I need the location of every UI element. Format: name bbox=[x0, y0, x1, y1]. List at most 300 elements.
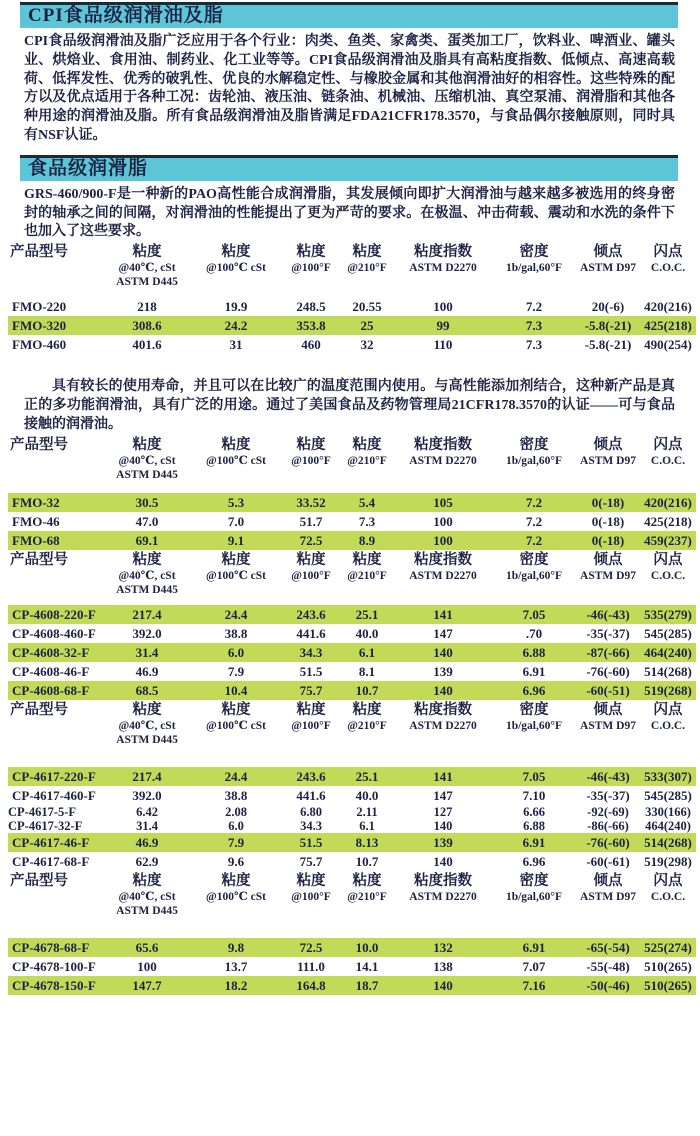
value-cell: 5.4 bbox=[358, 494, 376, 510]
value-cell: 40.0 bbox=[355, 625, 379, 641]
value-cell: 6.91 bbox=[522, 663, 546, 679]
value-cell: 464(240) bbox=[645, 818, 691, 833]
header-line: 产品型号 bbox=[10, 436, 68, 453]
value-cell: 441.6 bbox=[296, 787, 326, 803]
table-row bbox=[8, 819, 696, 833]
product-model-cell: CP-4608-460-F bbox=[12, 625, 96, 641]
header-line: ASTM D445 bbox=[116, 733, 178, 746]
value-cell: -46(-43) bbox=[586, 768, 630, 784]
spec-table-fmo-light bbox=[8, 435, 696, 550]
column-header bbox=[104, 550, 190, 597]
header-line: 粘度 bbox=[296, 436, 326, 453]
column-header bbox=[492, 435, 576, 482]
value-cell: 65.6 bbox=[135, 939, 159, 955]
value-cell: 6.0 bbox=[228, 818, 244, 833]
header-line: 密度 bbox=[519, 244, 549, 261]
value-cell: 99 bbox=[436, 318, 450, 334]
header-line: ASTM D2270 bbox=[409, 890, 477, 903]
product-model-cell: FMO-32 bbox=[12, 494, 60, 510]
header-line: 1b/gal,60°F bbox=[505, 719, 563, 732]
product-model-cell: FMO-46 bbox=[12, 513, 60, 529]
value-cell: 425(218) bbox=[644, 513, 692, 529]
value-cell: 7.2 bbox=[525, 513, 543, 529]
table-row bbox=[8, 316, 696, 335]
value-cell: 7.3 bbox=[525, 337, 543, 353]
value-cell: 8.1 bbox=[358, 663, 376, 679]
header-line: ASTM D445 bbox=[116, 583, 178, 596]
value-cell: 2.11 bbox=[356, 804, 378, 819]
value-cell: 75.7 bbox=[299, 853, 323, 869]
header-line: 粘度 bbox=[352, 551, 382, 568]
value-cell: 420(216) bbox=[644, 494, 692, 510]
value-cell: -60(-61) bbox=[586, 853, 630, 869]
column-header bbox=[190, 700, 282, 747]
column-header bbox=[576, 242, 640, 289]
value-cell: 217.4 bbox=[132, 606, 162, 622]
header-line: @210°F bbox=[347, 454, 387, 467]
value-cell: 31.4 bbox=[136, 818, 158, 833]
value-cell: 9.1 bbox=[227, 532, 245, 548]
value-cell: 34.3 bbox=[300, 818, 322, 833]
header-line: 闪点 bbox=[653, 701, 683, 718]
value-cell: 72.5 bbox=[299, 532, 323, 548]
product-model-cell: FMO-320 bbox=[12, 318, 67, 334]
value-cell: -87(-66) bbox=[586, 644, 630, 660]
column-header bbox=[576, 435, 640, 482]
value-cell: 13.7 bbox=[224, 958, 248, 974]
header-line: ASTM D97 bbox=[580, 569, 636, 582]
spec-table-cp4678 bbox=[8, 871, 696, 995]
product-model-cell: CP-4678-100-F bbox=[12, 958, 96, 974]
column-header bbox=[104, 700, 190, 747]
value-cell: 24.4 bbox=[224, 606, 248, 622]
column-header bbox=[282, 435, 340, 482]
value-cell: 7.2 bbox=[525, 299, 543, 315]
product-model-cell: FMO-460 bbox=[12, 337, 67, 353]
value-cell: 535(279) bbox=[644, 606, 692, 622]
value-cell: -5.8(-21) bbox=[584, 318, 632, 334]
value-cell: 6.96 bbox=[522, 682, 546, 698]
header-line: @100℃ cSt bbox=[206, 454, 266, 467]
column-header bbox=[394, 871, 492, 918]
product-model-cell: CP-4617-46-F bbox=[12, 834, 90, 850]
header-line: 粘度 bbox=[296, 551, 326, 568]
column-header bbox=[640, 550, 696, 597]
table-row bbox=[8, 681, 696, 700]
product-model-cell: FMO-220 bbox=[12, 299, 67, 315]
value-cell: 100 bbox=[137, 958, 157, 974]
column-header bbox=[492, 700, 576, 747]
value-cell: 514(268) bbox=[644, 834, 692, 850]
product-model-cell: CP-4617-5-F bbox=[8, 804, 77, 819]
column-header bbox=[394, 550, 492, 597]
value-cell: 2.08 bbox=[225, 804, 247, 819]
value-cell: 7.2 bbox=[525, 494, 543, 510]
header-line: 闪点 bbox=[653, 244, 683, 261]
value-cell: 10.7 bbox=[355, 853, 379, 869]
table-row bbox=[8, 767, 696, 786]
product-column-header bbox=[8, 435, 104, 482]
value-cell: 519(298) bbox=[644, 853, 692, 869]
value-cell: 7.10 bbox=[522, 787, 546, 803]
spec-table-cp4617 bbox=[8, 700, 696, 871]
value-cell: 25 bbox=[360, 318, 374, 334]
header-line: C.O.C. bbox=[650, 719, 686, 732]
value-cell: 18.7 bbox=[355, 977, 379, 993]
header-line: @100°F bbox=[291, 262, 331, 275]
value-cell: 68.5 bbox=[135, 682, 159, 698]
header-line: 产品型号 bbox=[10, 551, 68, 568]
header-line: 粘度指数 bbox=[414, 872, 472, 889]
column-header bbox=[576, 871, 640, 918]
value-cell: 10.4 bbox=[224, 682, 248, 698]
header-line: @210°F bbox=[347, 719, 387, 732]
header-line: 粘度 bbox=[132, 701, 162, 718]
product-model-cell: CP-4678-68-F bbox=[12, 939, 90, 955]
header-line: ASTM D445 bbox=[116, 468, 178, 481]
header-line: 粘度 bbox=[296, 872, 326, 889]
header-line: 密度 bbox=[519, 436, 549, 453]
header-line: @210°F bbox=[347, 262, 387, 275]
value-cell: 10.7 bbox=[355, 682, 379, 698]
column-header bbox=[394, 700, 492, 747]
value-cell: 75.7 bbox=[299, 682, 323, 698]
value-cell: 441.6 bbox=[296, 625, 326, 641]
product-model-cell: CP-4608-32-F bbox=[12, 644, 90, 660]
oil-paragraph: 具有较长的使用寿命，并且可以在比较广的温度范围内使用。与高性能添加剂结合，这种新产品是真正的多功能润滑油，具有广泛的用途。通过了美国食品及药物管理局21CFR178.3570的认证——可与食品接触的润滑油。 bbox=[24, 379, 675, 432]
value-cell: 545(285) bbox=[644, 787, 692, 803]
value-cell: 139 bbox=[433, 663, 453, 679]
header-line: 倾点 bbox=[593, 244, 623, 261]
table-row bbox=[8, 605, 696, 624]
intro-paragraph: CPI食品级润滑油及脂广泛应用于各个行业：肉类、鱼类、家禽类、蛋类加工厂，饮料业、啤酒业、罐头业、烘焙业、食用油、制药业、化工业等等。CPI食品级润滑油及脂具有高粘度指数、低倾点、高速高载荷、低挥发性、优秀的破乳性、优良的水解稳定性、与橡胶金属和其他润滑油好的相容性。这些特殊的配方以及优点适用于各种工况：齿轮油、液压油、链条油、机械油、压缩机油、真空泵浦、润滑脂和其他各种用途的润滑油及脂。所有食品级润滑油及脂皆满足FDA21CFR178.3570，与食品偶尔接触原则，同时具有NSF认证。 bbox=[24, 34, 675, 143]
value-cell: 459(237) bbox=[644, 532, 692, 548]
spec-table-cp4608 bbox=[8, 550, 696, 700]
product-column-header bbox=[8, 700, 104, 747]
value-cell: 25.1 bbox=[355, 768, 379, 784]
value-cell: 6.42 bbox=[136, 804, 158, 819]
header-line: @100°F bbox=[291, 454, 331, 467]
column-header bbox=[640, 871, 696, 918]
column-header bbox=[190, 242, 282, 289]
header-line: @100℃ cSt bbox=[206, 890, 266, 903]
value-cell: 33.52 bbox=[296, 494, 326, 510]
table-row bbox=[8, 643, 696, 662]
value-cell: 8.13 bbox=[355, 834, 379, 850]
value-cell: 20(-6) bbox=[591, 299, 625, 315]
column-header bbox=[190, 550, 282, 597]
value-cell: 132 bbox=[433, 939, 453, 955]
value-cell: 141 bbox=[433, 606, 453, 622]
grease-paragraph: GRS-460/900-F是一种新的PAO高性能合成润滑脂，其发展倾向即扩大润滑油与越来越多被选用的终身密封的轴承之间的间隔，对润滑油的性能提出了更为严苛的要求。在极温、冲击荷载、震动和水洗的条件下也加入了这些要求。 bbox=[24, 186, 675, 240]
header-line: @40℃, cSt bbox=[118, 890, 176, 903]
section-header-grease: 食品级润滑脂 bbox=[20, 155, 678, 181]
header-line: 粘度指数 bbox=[414, 244, 472, 261]
value-cell: 243.6 bbox=[296, 606, 326, 622]
value-cell: 141 bbox=[433, 768, 453, 784]
value-cell: 6.91 bbox=[522, 834, 546, 850]
header-line: 密度 bbox=[519, 701, 549, 718]
value-cell: 30.5 bbox=[135, 494, 159, 510]
header-line: ASTM D445 bbox=[116, 904, 178, 917]
value-cell: 9.8 bbox=[227, 939, 245, 955]
header-line: ASTM D2270 bbox=[409, 569, 477, 582]
value-cell: 140 bbox=[433, 818, 453, 833]
value-cell: 6.66 bbox=[523, 804, 545, 819]
header-line: @100°F bbox=[291, 719, 331, 732]
header-line: C.O.C. bbox=[650, 262, 686, 275]
table-row bbox=[8, 938, 696, 957]
header-line: ASTM D97 bbox=[580, 890, 636, 903]
column-header bbox=[576, 550, 640, 597]
column-header bbox=[640, 435, 696, 482]
value-cell: 6.1 bbox=[359, 818, 375, 833]
value-cell: -76(-60) bbox=[586, 834, 630, 850]
value-cell: 464(240) bbox=[644, 644, 692, 660]
header-line: ASTM D97 bbox=[580, 454, 636, 467]
value-cell: 243.6 bbox=[296, 768, 326, 784]
value-cell: 31.4 bbox=[135, 644, 159, 660]
value-cell: 514(268) bbox=[644, 663, 692, 679]
product-column-header bbox=[8, 550, 104, 597]
column-header bbox=[394, 435, 492, 482]
column-header bbox=[340, 871, 394, 918]
value-cell: 7.16 bbox=[522, 977, 546, 993]
value-cell: 51.5 bbox=[299, 834, 323, 850]
value-cell: 32 bbox=[360, 337, 374, 353]
value-cell: 6.88 bbox=[523, 818, 545, 833]
header-line: 粘度 bbox=[221, 872, 251, 889]
value-cell: 18.2 bbox=[224, 977, 248, 993]
value-cell: -5.8(-21) bbox=[584, 337, 632, 353]
table-row bbox=[8, 852, 696, 871]
value-cell: 164.8 bbox=[296, 977, 326, 993]
value-cell: 218 bbox=[137, 299, 157, 315]
product-model-cell: CP-4608-46-F bbox=[12, 663, 90, 679]
header-line: @100℃ cSt bbox=[206, 719, 266, 732]
header-line: @210°F bbox=[347, 569, 387, 582]
value-cell: 6.91 bbox=[522, 939, 546, 955]
value-cell: 420(216) bbox=[644, 299, 692, 315]
value-cell: 40.0 bbox=[355, 787, 379, 803]
value-cell: 72.5 bbox=[299, 939, 323, 955]
column-header bbox=[340, 435, 394, 482]
header-line: 倾点 bbox=[593, 551, 623, 568]
product-model-cell: CP-4617-460-F bbox=[12, 787, 96, 803]
value-cell: 100 bbox=[433, 299, 453, 315]
value-cell: 7.2 bbox=[525, 532, 543, 548]
value-cell: -50(-46) bbox=[586, 977, 630, 993]
header-line: ASTM D97 bbox=[580, 719, 636, 732]
value-cell: 460 bbox=[301, 337, 321, 353]
column-header bbox=[282, 871, 340, 918]
value-cell: 353.8 bbox=[296, 318, 326, 334]
value-cell: 46.9 bbox=[135, 663, 159, 679]
value-cell: 7.05 bbox=[522, 606, 546, 622]
header-line: 粘度 bbox=[352, 701, 382, 718]
column-header bbox=[190, 871, 282, 918]
value-cell: -35(-37) bbox=[586, 787, 630, 803]
header-line: 粘度指数 bbox=[414, 701, 472, 718]
table-row bbox=[8, 624, 696, 643]
value-cell: 25.1 bbox=[355, 606, 379, 622]
value-cell: 24.4 bbox=[224, 768, 248, 784]
column-header bbox=[104, 242, 190, 289]
table-header-row bbox=[8, 700, 696, 747]
table-header-row bbox=[8, 871, 696, 918]
header-line: 粘度 bbox=[132, 244, 162, 261]
header-line: ASTM D2270 bbox=[409, 262, 477, 275]
header-line: 粘度 bbox=[221, 244, 251, 261]
value-cell: 392.0 bbox=[132, 625, 162, 641]
value-cell: 6.88 bbox=[522, 644, 546, 660]
header-line: ASTM D2270 bbox=[409, 719, 477, 732]
header-line: 倾点 bbox=[593, 701, 623, 718]
header-line: C.O.C. bbox=[650, 569, 686, 582]
table-header-row bbox=[8, 242, 696, 289]
column-header bbox=[340, 242, 394, 289]
value-cell: 7.9 bbox=[227, 834, 245, 850]
header-line: @40℃, cSt bbox=[118, 454, 176, 467]
header-line: 1b/gal,60°F bbox=[505, 569, 563, 582]
table-row bbox=[8, 976, 696, 995]
column-header bbox=[190, 435, 282, 482]
value-cell: 140 bbox=[433, 853, 453, 869]
column-header bbox=[104, 435, 190, 482]
header-line: @210°F bbox=[347, 890, 387, 903]
value-cell: 545(285) bbox=[644, 625, 692, 641]
column-header bbox=[282, 550, 340, 597]
column-header bbox=[394, 242, 492, 289]
header-line: 闪点 bbox=[653, 551, 683, 568]
header-line: 产品型号 bbox=[10, 244, 68, 261]
column-header bbox=[492, 871, 576, 918]
header-line: C.O.C. bbox=[650, 890, 686, 903]
value-cell: 0(-18) bbox=[591, 494, 625, 510]
value-cell: 6.1 bbox=[358, 644, 376, 660]
value-cell: 140 bbox=[433, 682, 453, 698]
header-line: 产品型号 bbox=[10, 872, 68, 889]
value-cell: 7.3 bbox=[525, 318, 543, 334]
table-row bbox=[8, 805, 696, 819]
value-cell: 510(265) bbox=[644, 977, 692, 993]
value-cell: 7.3 bbox=[358, 513, 376, 529]
value-cell: 110 bbox=[433, 337, 453, 353]
header-line: C.O.C. bbox=[650, 454, 686, 467]
header-line: 闪点 bbox=[653, 436, 683, 453]
value-cell: 490(254) bbox=[644, 337, 692, 353]
header-line: 倾点 bbox=[593, 872, 623, 889]
header-line: 闪点 bbox=[653, 872, 683, 889]
header-line: 1b/gal,60°F bbox=[505, 454, 563, 467]
value-cell: -46(-43) bbox=[586, 606, 630, 622]
value-cell: -60(-51) bbox=[586, 682, 630, 698]
table-header-row bbox=[8, 550, 696, 597]
product-model-cell: CP-4617-32-F bbox=[8, 818, 83, 833]
spec-table-fmo-heavy bbox=[8, 242, 696, 354]
value-cell: 519(268) bbox=[644, 682, 692, 698]
value-cell: -76(-60) bbox=[586, 663, 630, 679]
value-cell: 525(274) bbox=[644, 939, 692, 955]
product-model-cell: CP-4617-220-F bbox=[12, 768, 96, 784]
value-cell: 6.0 bbox=[227, 644, 245, 660]
value-cell: 248.5 bbox=[296, 299, 326, 315]
value-cell: 7.07 bbox=[522, 958, 546, 974]
header-line: ASTM D445 bbox=[116, 276, 178, 289]
table-row bbox=[8, 335, 696, 354]
value-cell: 34.3 bbox=[299, 644, 323, 660]
column-header bbox=[340, 700, 394, 747]
value-cell: 51.5 bbox=[299, 663, 323, 679]
header-line: 密度 bbox=[519, 551, 549, 568]
value-cell: 0(-18) bbox=[591, 513, 625, 529]
value-cell: 138 bbox=[433, 958, 453, 974]
header-line: 粘度 bbox=[352, 244, 382, 261]
value-cell: 14.1 bbox=[355, 958, 379, 974]
header-line: @40℃, cSt bbox=[118, 569, 176, 582]
header-line: @40℃, cSt bbox=[118, 262, 176, 275]
value-cell: 51.7 bbox=[299, 513, 323, 529]
header-line: 倾点 bbox=[593, 436, 623, 453]
value-cell: 217.4 bbox=[132, 768, 162, 784]
table-row bbox=[8, 531, 696, 550]
value-cell: 24.2 bbox=[224, 318, 248, 334]
value-cell: 46.9 bbox=[135, 834, 159, 850]
product-model-cell: CP-4617-68-F bbox=[12, 853, 90, 869]
product-column-header bbox=[8, 242, 104, 289]
value-cell: -65(-54) bbox=[586, 939, 630, 955]
value-cell: 330(166) bbox=[645, 804, 691, 819]
product-column-header bbox=[8, 871, 104, 918]
column-header bbox=[640, 242, 696, 289]
table-row bbox=[8, 297, 696, 316]
value-cell: .70 bbox=[525, 625, 543, 641]
column-header bbox=[282, 700, 340, 747]
value-cell: -35(-37) bbox=[586, 625, 630, 641]
header-line: 1b/gal,60°F bbox=[505, 890, 563, 903]
value-cell: 8.9 bbox=[358, 532, 376, 548]
section-header-oils: CPI食品级润滑油及脂 bbox=[20, 2, 678, 28]
header-line: 粘度 bbox=[352, 872, 382, 889]
header-line: 粘度 bbox=[132, 436, 162, 453]
value-cell: 139 bbox=[433, 834, 453, 850]
product-model-cell: CP-4678-150-F bbox=[12, 977, 96, 993]
value-cell: 308.6 bbox=[132, 318, 162, 334]
value-cell: -92(-69) bbox=[587, 804, 629, 819]
header-line: 粘度 bbox=[221, 551, 251, 568]
column-header bbox=[492, 550, 576, 597]
table-row bbox=[8, 662, 696, 681]
table-row bbox=[8, 833, 696, 852]
product-model-cell: FMO-68 bbox=[12, 532, 60, 548]
header-line: @100°F bbox=[291, 890, 331, 903]
table-row bbox=[8, 512, 696, 531]
value-cell: 6.96 bbox=[522, 853, 546, 869]
value-cell: 140 bbox=[433, 977, 453, 993]
header-line: 粘度 bbox=[221, 701, 251, 718]
header-line: 粘度 bbox=[221, 436, 251, 453]
table-row bbox=[8, 493, 696, 512]
value-cell: 147.7 bbox=[132, 977, 162, 993]
value-cell: 425(218) bbox=[644, 318, 692, 334]
value-cell: -86(-66) bbox=[587, 818, 629, 833]
value-cell: 140 bbox=[433, 644, 453, 660]
value-cell: 147 bbox=[433, 625, 453, 641]
column-header bbox=[104, 871, 190, 918]
table-row bbox=[8, 786, 696, 805]
header-line: @100°F bbox=[291, 569, 331, 582]
header-line: @100℃ cSt bbox=[206, 262, 266, 275]
